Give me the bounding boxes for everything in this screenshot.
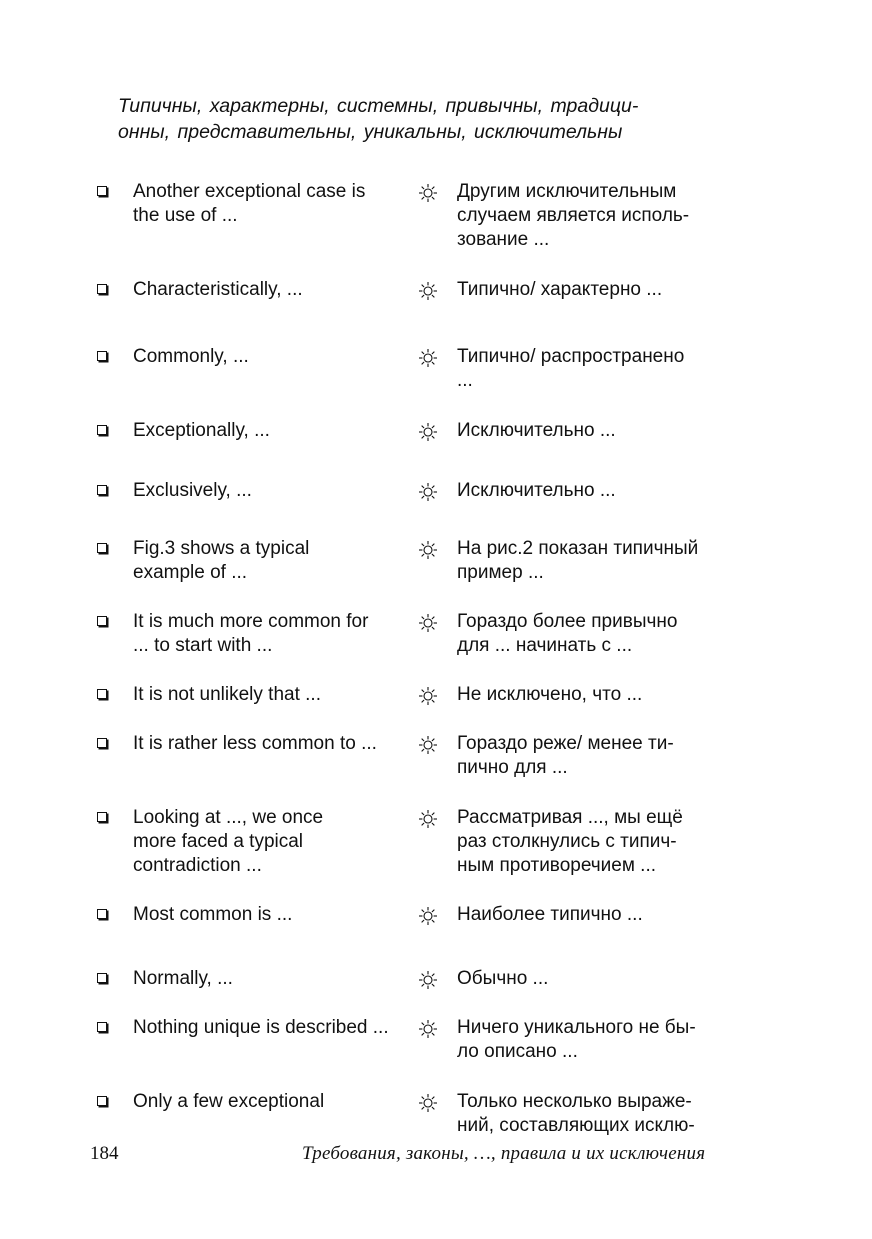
sun-icon bbox=[418, 482, 438, 502]
english-phrase-line: Exclusively, ... bbox=[133, 480, 252, 501]
english-phrase-line: more faced a typical bbox=[133, 831, 304, 852]
english-phrase bbox=[133, 479, 405, 503]
header-line: Типичны, характерны, системны, привычны, традици- bbox=[118, 95, 639, 117]
russian-translation-line: Исключительно ... bbox=[457, 420, 616, 441]
sun-icon bbox=[418, 809, 438, 829]
english-phrase-line: Fig.3 shows a typical bbox=[133, 538, 310, 559]
russian-translation bbox=[457, 1016, 727, 1064]
english-phrase bbox=[133, 610, 405, 658]
english-phrase-line: Only a few exceptional bbox=[133, 1091, 325, 1112]
russian-translation bbox=[457, 419, 727, 443]
sun-icon bbox=[418, 613, 438, 633]
russian-translation bbox=[457, 683, 727, 707]
english-phrase-line: It is rather less common to ... bbox=[133, 733, 377, 754]
english-phrase-line: Looking at ..., we once bbox=[133, 807, 324, 828]
checkbox-bullet-icon bbox=[97, 616, 107, 626]
russian-translation bbox=[457, 345, 727, 393]
header-line: онны, представительны, уникальны, исключительны bbox=[118, 121, 623, 143]
sun-icon bbox=[418, 735, 438, 755]
english-phrase bbox=[133, 903, 405, 927]
russian-translation-line: Гораздо более привычно bbox=[457, 611, 678, 632]
sun-icon bbox=[418, 348, 438, 368]
english-phrase-line: Most common is ... bbox=[133, 904, 293, 925]
russian-translation-line: На рис.2 показан типичный bbox=[457, 538, 699, 559]
english-phrase-line: Commonly, ... bbox=[133, 346, 249, 367]
russian-translation bbox=[457, 732, 727, 780]
sun-icon bbox=[418, 422, 438, 442]
sun-icon bbox=[418, 686, 438, 706]
sun-icon bbox=[418, 1093, 438, 1113]
english-phrase bbox=[133, 1090, 405, 1114]
sun-icon bbox=[418, 970, 438, 990]
checkbox-bullet-icon bbox=[97, 909, 107, 919]
english-phrase bbox=[133, 806, 405, 878]
english-phrase bbox=[133, 732, 405, 756]
russian-translation-line: ... bbox=[457, 370, 473, 391]
running-title: Требования, законы, …, правила и их исключения bbox=[302, 1143, 706, 1164]
english-phrase-line: Another exceptional case is bbox=[133, 181, 366, 202]
checkbox-bullet-icon bbox=[97, 425, 107, 435]
english-phrase-line: contradiction ... bbox=[133, 855, 262, 876]
sun-icon bbox=[418, 1019, 438, 1039]
russian-translation-line: пично для ... bbox=[457, 757, 568, 778]
russian-translation-line: Исключительно ... bbox=[457, 480, 616, 501]
english-phrase bbox=[133, 967, 405, 991]
english-phrase-line: Characteristically, ... bbox=[133, 279, 303, 300]
english-phrase-line: Exceptionally, ... bbox=[133, 420, 270, 441]
section-header bbox=[118, 93, 738, 145]
checkbox-bullet-icon bbox=[97, 689, 107, 699]
russian-translation bbox=[457, 610, 727, 658]
sun-icon bbox=[418, 183, 438, 203]
sun-icon bbox=[418, 906, 438, 926]
english-phrase-line: Normally, ... bbox=[133, 968, 233, 989]
russian-translation-line: Рассматривая ..., мы ещё bbox=[457, 807, 683, 828]
english-phrase bbox=[133, 419, 405, 443]
english-phrase-line: the use of ... bbox=[133, 205, 238, 226]
english-phrase-line: ... to start with ... bbox=[133, 635, 273, 656]
english-phrase bbox=[133, 1016, 405, 1040]
russian-translation-line: Типично/ характерно ... bbox=[457, 279, 663, 300]
english-phrase-line: example of ... bbox=[133, 562, 248, 583]
russian-translation bbox=[457, 903, 727, 927]
russian-translation bbox=[457, 479, 727, 503]
russian-translation-line: зование ... bbox=[457, 229, 550, 250]
russian-translation-line: случаем является исполь- bbox=[457, 205, 690, 226]
russian-translation-line: Гораздо реже/ менее ти- bbox=[457, 733, 674, 754]
russian-translation-line: Ничего уникального не бы- bbox=[457, 1017, 696, 1038]
russian-translation bbox=[457, 537, 727, 585]
checkbox-bullet-icon bbox=[97, 351, 107, 361]
russian-translation bbox=[457, 180, 727, 252]
russian-translation bbox=[457, 806, 727, 878]
english-phrase bbox=[133, 683, 405, 707]
russian-translation-line: для ... начинать с ... bbox=[457, 635, 633, 656]
russian-translation bbox=[457, 1090, 727, 1138]
checkbox-bullet-icon bbox=[97, 485, 107, 495]
english-phrase-line: It is not unlikely that ... bbox=[133, 684, 321, 705]
russian-translation-line: ным противоречием ... bbox=[457, 855, 657, 876]
checkbox-bullet-icon bbox=[97, 738, 107, 748]
sun-icon bbox=[418, 540, 438, 560]
russian-translation-line: Другим исключительным bbox=[457, 181, 677, 202]
russian-translation-line: Типично/ распространено bbox=[457, 346, 685, 367]
checkbox-bullet-icon bbox=[97, 543, 107, 553]
russian-translation-line: раз столкнулись с типич- bbox=[457, 831, 677, 852]
checkbox-bullet-icon bbox=[97, 973, 107, 983]
english-phrase-line: Nothing unique is described ... bbox=[133, 1017, 389, 1038]
russian-translation bbox=[457, 278, 727, 302]
checkbox-bullet-icon bbox=[97, 186, 107, 196]
checkbox-bullet-icon bbox=[97, 812, 107, 822]
english-phrase bbox=[133, 180, 405, 228]
russian-translation-line: пример ... bbox=[457, 562, 544, 583]
checkbox-bullet-icon bbox=[97, 1096, 107, 1106]
english-phrase bbox=[133, 278, 405, 302]
russian-translation-line: Обычно ... bbox=[457, 968, 549, 989]
russian-translation-line: Только несколько выраже- bbox=[457, 1091, 692, 1112]
russian-translation-line: Наиболее типично ... bbox=[457, 904, 643, 925]
russian-translation-line: ний, составляющих исклю- bbox=[457, 1115, 695, 1136]
russian-translation-line: Не исключено, что ... bbox=[457, 684, 643, 705]
english-phrase bbox=[133, 345, 405, 369]
english-phrase-line: It is much more common for bbox=[133, 611, 369, 632]
checkbox-bullet-icon bbox=[97, 1022, 107, 1032]
english-phrase bbox=[133, 537, 405, 585]
russian-translation bbox=[457, 967, 727, 991]
russian-translation-line: ло описано ... bbox=[457, 1041, 578, 1062]
sun-icon bbox=[418, 281, 438, 301]
page-number: 184 bbox=[90, 1143, 119, 1164]
checkbox-bullet-icon bbox=[97, 284, 107, 294]
